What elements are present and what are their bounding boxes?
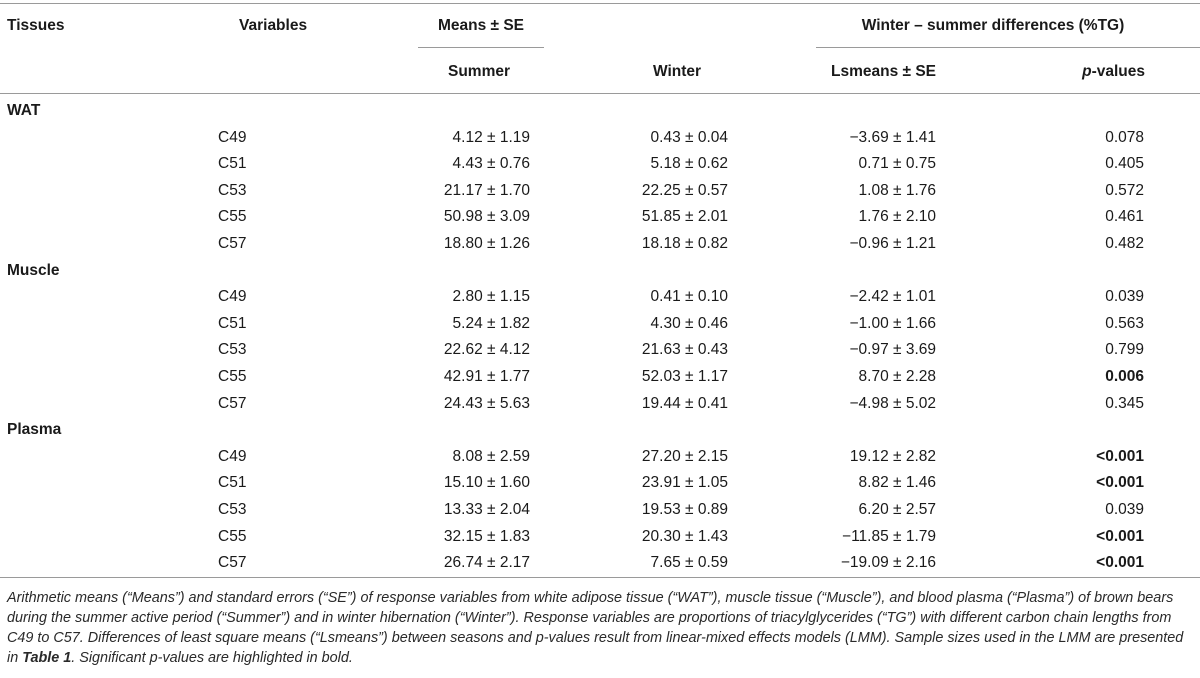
summer-cell: 42.91 ± 1.77 — [443, 368, 530, 385]
winter-cell: 20.30 ± 1.43 — [641, 527, 728, 545]
lsmeans-cell: 1.76 ± 2.10 — [858, 208, 936, 226]
lsmeans-cell: 19.12 ± 2.82 — [849, 447, 936, 465]
differences-underline — [816, 47, 1200, 48]
p-value-cell: 0.078 — [1105, 128, 1144, 146]
lsmeans-cell: −4.98 ± 5.02 — [849, 394, 936, 412]
winter-cell: 19.44 ± 0.41 — [641, 394, 728, 412]
table-row — [0, 207, 1200, 233]
summer-cell: 22.62 ± 4.12 — [443, 341, 530, 359]
lsmeans-cell: −2.42 ± 1.01 — [849, 288, 936, 306]
winter-cell: 22.25 ± 0.57 — [641, 181, 728, 199]
p-suffix: -values — [1091, 63, 1145, 80]
winter-cell: 5.18 ± 0.62 — [650, 155, 728, 173]
table-row — [0, 527, 1200, 553]
table-row — [0, 473, 1200, 499]
lsmeans-cell: −11.85 ± 1.79 — [842, 527, 936, 545]
winter-cell: 23.91 ± 1.05 — [641, 474, 728, 492]
table-row — [0, 314, 1200, 340]
p-value-cell: 0.572 — [1105, 181, 1144, 199]
variable-cell: C57 — [218, 554, 247, 572]
summer-cell: 13.33 ± 2.04 — [443, 501, 530, 518]
winter-cell: 0.41 ± 0.10 — [650, 288, 728, 306]
winter-cell: 7.65 ± 0.59 — [650, 554, 728, 572]
means-se-underline — [418, 47, 544, 48]
table-row — [0, 500, 1200, 526]
p-value-cell: 0.461 — [1105, 208, 1144, 226]
winter-cell: 21.63 ± 0.43 — [641, 341, 728, 359]
header-rule — [0, 93, 1200, 94]
table-row — [0, 128, 1200, 154]
p-value-cell: 0.482 — [1105, 235, 1144, 252]
variable-cell: C49 — [218, 128, 247, 146]
top-rule — [0, 3, 1200, 4]
lsmeans-cell: −0.96 ± 1.21 — [849, 235, 936, 252]
header-lsmeans: Lsmeans ± SE — [831, 63, 936, 80]
table-row — [0, 394, 1200, 420]
variable-cell: C51 — [218, 314, 247, 332]
winter-cell: 18.18 ± 0.82 — [641, 235, 728, 252]
variable-cell: C55 — [218, 527, 247, 545]
header-variables: Variables — [239, 17, 308, 34]
summer-cell: 5.24 ± 1.82 — [452, 314, 530, 332]
lsmeans-cell: −19.09 ± 2.16 — [840, 554, 936, 572]
table-row — [0, 553, 1200, 579]
table-row — [0, 340, 1200, 366]
header-means-se: Means ± SE — [437, 17, 525, 34]
variable-cell: C49 — [218, 447, 247, 465]
p-value-cell: 0.345 — [1105, 394, 1144, 412]
p-value-cell: 0.405 — [1105, 155, 1144, 173]
header-p-values — [1082, 62, 1145, 82]
summer-cell: 26.74 ± 2.17 — [443, 554, 530, 572]
variable-cell: C57 — [218, 235, 247, 252]
p-value-cell: 0.563 — [1105, 314, 1144, 332]
variable-cell: C57 — [218, 394, 247, 412]
header-differences: Winter – summer differences (%TG) — [861, 17, 1125, 34]
winter-cell: 27.20 ± 2.15 — [641, 447, 728, 465]
lsmeans-cell: 0.71 ± 0.75 — [858, 155, 936, 173]
summer-cell: 2.80 ± 1.15 — [452, 288, 530, 306]
table-row — [0, 367, 1200, 393]
header-summer: Summer — [448, 63, 511, 80]
variable-cell: C55 — [218, 208, 247, 226]
variable-cell: C53 — [218, 501, 247, 518]
lsmeans-cell: 6.20 ± 2.57 — [858, 501, 936, 518]
variable-cell: C53 — [218, 341, 247, 359]
summer-cell: 24.43 ± 5.63 — [443, 394, 530, 412]
variable-cell: C51 — [218, 155, 247, 173]
table-row — [0, 234, 1200, 260]
p-value-cell: 0.039 — [1105, 501, 1144, 518]
p-value-cell: <0.001 — [1096, 474, 1144, 492]
summer-cell: 8.08 ± 2.59 — [452, 447, 530, 465]
p-value-cell: 0.799 — [1105, 341, 1144, 359]
caption-text-2: . Significant p-values are highlighted in bold. — [71, 650, 353, 666]
lsmeans-cell: −1.00 ± 1.66 — [849, 314, 936, 332]
header-winter: Winter — [653, 63, 702, 80]
winter-cell: 4.30 ± 0.46 — [650, 314, 728, 332]
lsmeans-cell: 8.70 ± 2.28 — [858, 368, 936, 385]
group-label: WAT — [7, 102, 41, 119]
p-value-cell: <0.001 — [1096, 527, 1144, 545]
variable-cell: C49 — [218, 288, 247, 306]
winter-cell: 52.03 ± 1.17 — [641, 368, 728, 385]
table-row — [0, 287, 1200, 313]
variable-cell: C51 — [218, 474, 247, 492]
p-value-cell: 0.006 — [1105, 368, 1144, 385]
variable-cell: C53 — [218, 181, 247, 199]
caption-text-1: Arithmetic means (“Means”) and standard errors (“SE”) of response variables from white adipose tissue (“WAT”), muscle tissue (“Muscle”), and blood plasma (“Plasma”) of brown bears during the summer active period (“Summer”) and in winter hibernation (“Winter”). Response variables are proportions of triacylglycerides (“TG”) with different carbon chain lengths from C49 to C57. Differences of least square means (“Lsmeans”) between seasons and p-values result from linear-mixed effects models (LMM). Sample sizes used in the LMM are presented in — [7, 590, 1184, 666]
p-value-cell: <0.001 — [1096, 554, 1144, 572]
lsmeans-cell: −0.97 ± 3.69 — [849, 341, 936, 359]
winter-cell: 51.85 ± 2.01 — [641, 208, 728, 226]
winter-cell: 0.43 ± 0.04 — [650, 128, 728, 146]
table-row — [0, 447, 1200, 473]
summer-cell: 32.15 ± 1.83 — [443, 527, 530, 545]
group-label: Plasma — [7, 421, 62, 439]
header-tissues: Tissues — [7, 17, 65, 34]
winter-cell: 19.53 ± 0.89 — [641, 501, 728, 518]
summer-cell: 4.12 ± 1.19 — [452, 128, 530, 146]
lsmeans-cell: 1.08 ± 1.76 — [858, 181, 936, 199]
variable-cell: C55 — [218, 368, 247, 385]
table-row — [0, 181, 1200, 207]
p-value-cell: 0.039 — [1105, 288, 1144, 306]
lsmeans-cell: 8.82 ± 1.46 — [858, 474, 936, 492]
p-value-cell: <0.001 — [1096, 447, 1144, 465]
table-row — [0, 154, 1200, 180]
caption-table-ref: Table 1 — [22, 650, 72, 666]
summer-cell: 4.43 ± 0.76 — [452, 155, 530, 173]
summer-cell: 21.17 ± 1.70 — [443, 181, 530, 199]
bottom-rule — [0, 577, 1200, 578]
summer-cell: 50.98 ± 3.09 — [443, 208, 530, 226]
summer-cell: 18.80 ± 1.26 — [443, 235, 530, 252]
p-italic: p — [1082, 63, 1092, 80]
table-caption — [7, 588, 1193, 668]
group-label: Muscle — [7, 261, 60, 279]
summer-cell: 15.10 ± 1.60 — [443, 474, 530, 492]
lsmeans-cell: −3.69 ± 1.41 — [849, 128, 936, 146]
